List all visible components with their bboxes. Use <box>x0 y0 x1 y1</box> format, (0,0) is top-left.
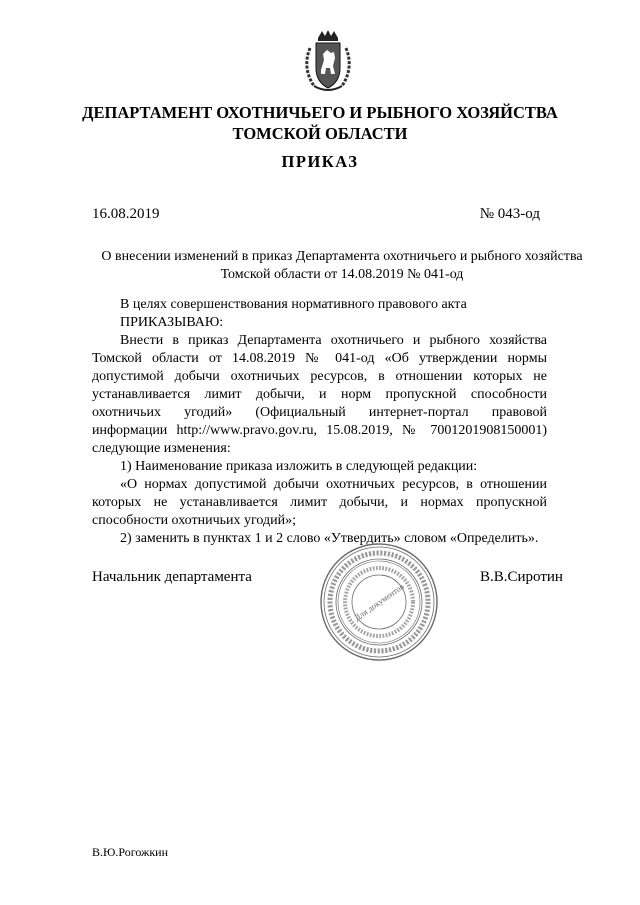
order-word: ПРИКАЗЫВАЮ: <box>120 315 224 330</box>
order-body <box>92 296 547 548</box>
department-name <box>0 102 640 144</box>
signer-name: В.В.Сиротин <box>480 569 563 585</box>
doc-type-title: ПРИКАЗ <box>281 152 359 171</box>
signer-title: Начальник департамента <box>92 569 252 585</box>
executor-name: В.Ю.Рогожкин <box>92 845 169 859</box>
order-date: 16.08.2019 <box>92 206 160 222</box>
order-subject <box>92 248 592 284</box>
stamp-center-text: Для документов <box>352 581 406 623</box>
department-name-line2: ТОМСКОЙ ОБЛАСТИ <box>232 124 408 143</box>
coat-of-arms-emblem <box>300 28 356 94</box>
order-subject-line1: О внесении изменений в приказ Департамента охотничьего и рыбного хозяйства <box>101 249 583 264</box>
item-2: 2) заменить в пунктах 1 и 2 слово «Утвердить» словом «Определить». <box>120 531 539 546</box>
item-1-quote: «О нормах допустимой добычи охотничьих ресурсов, в отношении которых не устанавливается лимит добычи, и нормах пропускной способности охотничьих угодий»; <box>92 477 547 528</box>
official-stamp-seal <box>318 541 440 663</box>
item-1: 1) Наименование приказа изложить в следующей редакции: <box>120 459 478 474</box>
body-paragraph: Внести в приказ Департамента охотничьего и рыбного хозяйства Томской области от 14.08.2019 № 041-од «Об утверждении нормы допустимой добычи охотничьих ресурсов, в отношении которых не устанавливается лимит добычи, и норм пропускной способности охотничьих угодий» (Официальный интернет-портал правовой информации http://www.pravo.gov.ru, 15.08.2019, № 7001201908150001) следующие изменения: <box>92 333 547 456</box>
order-number: № 043-од <box>479 206 540 222</box>
order-subject-line2: Томской области от 14.08.2019 № 041-од <box>220 267 464 282</box>
department-name-line1: ДЕПАРТАМЕНТ ОХОТНИЧЬЕГО И РЫБНОГО ХОЗЯЙСТВА <box>82 103 558 122</box>
purpose-line: В целях совершенствования нормативного правового акта <box>120 297 467 312</box>
